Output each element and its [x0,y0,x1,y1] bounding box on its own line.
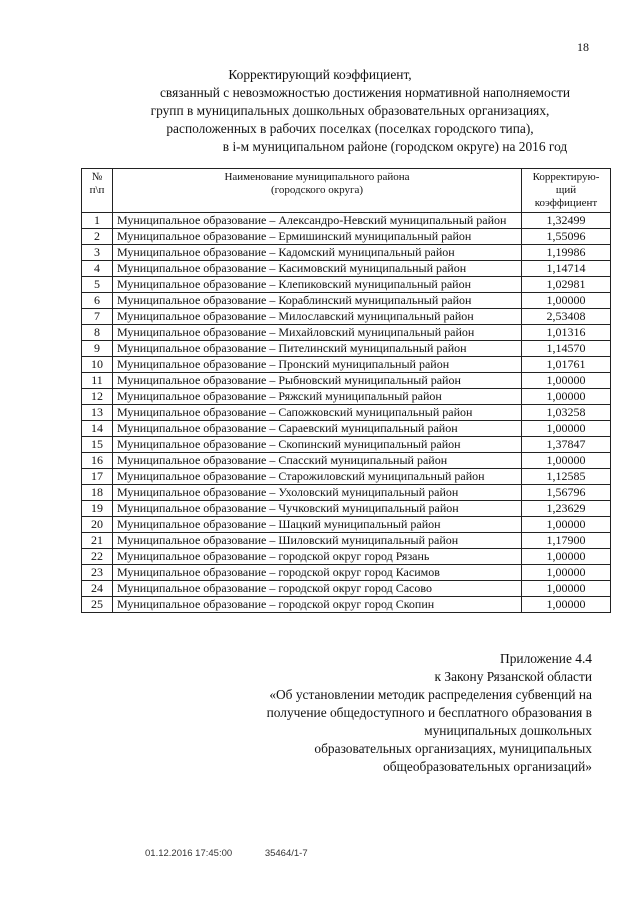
row-district-name: Муниципальное образование – городской округ город Скопин [113,597,522,613]
table-row [82,485,611,501]
row-number: 4 [82,261,113,277]
row-district-name: Муниципальное образование – Клепиковский муниципальный район [113,277,522,293]
row-district-name: Муниципальное образование – Шацкий муниципальный район [113,517,522,533]
row-coefficient: 1,37847 [522,437,611,453]
row-coefficient: 1,00000 [522,581,611,597]
table-header-row [82,169,611,213]
row-coefficient: 1,00000 [522,549,611,565]
table-row [82,405,611,421]
row-district-name: Муниципальное образование – Старожиловский муниципальный район [113,469,522,485]
table-row [82,245,611,261]
row-number: 3 [82,245,113,261]
row-number: 12 [82,389,113,405]
footer-doc-id: 35464/1-7 [264,848,308,859]
row-district-name: Муниципальное образование – Кадомский муниципальный район [113,245,522,261]
table-row [82,389,611,405]
row-district-name: Муниципальное образование – Сапожковский муниципальный район [113,405,522,421]
row-number: 19 [82,501,113,517]
table-row [82,229,611,245]
row-number: 10 [82,357,113,373]
row-number: 16 [82,453,113,469]
row-district-name: Муниципальное образование – Рыбновский муниципальный район [113,373,522,389]
table-row [82,597,611,613]
row-coefficient: 1,55096 [522,229,611,245]
row-coefficient: 1,00000 [522,597,611,613]
row-number: 6 [82,293,113,309]
row-coefficient: 1,00000 [522,453,611,469]
title-line-1: Корректирующий коэффициент, [228,67,412,82]
row-district-name: Муниципальное образование – Спасский муниципальный район [113,453,522,469]
footer-timestamp: 01.12.2016 17:45:00 [145,848,233,859]
document-title [80,66,620,156]
row-number: 21 [82,533,113,549]
row-district-name: Муниципальное образование – городской округ город Рязань [113,549,522,565]
appendix-line-2: к Закону Рязанской области [434,669,592,684]
row-district-name: Муниципальное образование – Сараевский муниципальный район [113,421,522,437]
row-district-name: Муниципальное образование – Пителинский муниципальный район [113,341,522,357]
row-coefficient: 1,00000 [522,517,611,533]
row-district-name: Муниципальное образование – Пронский муниципальный район [113,357,522,373]
appendix-line-4: получение общедоступного и бесплатного образования в [266,705,592,720]
row-coefficient: 1,19986 [522,245,611,261]
table-row [82,325,611,341]
table-row [82,501,611,517]
row-coefficient: 2,53408 [522,309,611,325]
table-row [82,261,611,277]
row-coefficient: 1,00000 [522,373,611,389]
title-line-4: расположенных в рабочих поселках (поселках городского типа), [166,121,534,136]
row-number: 7 [82,309,113,325]
row-number: 15 [82,437,113,453]
row-coefficient: 1,00000 [522,389,611,405]
table-row [82,469,611,485]
table-row [82,213,611,229]
appendix-line-6: образовательных организациях, муниципальных [314,741,592,756]
row-coefficient: 1,23629 [522,501,611,517]
table-row [82,533,611,549]
table-row [82,517,611,533]
row-number: 9 [82,341,113,357]
header-name: Наименование муниципального района (городского округа) [113,169,522,213]
appendix-line-1: Приложение 4.4 [500,651,592,666]
row-district-name: Муниципальное образование – Михайловский муниципальный район [113,325,522,341]
row-coefficient: 1,17900 [522,533,611,549]
row-district-name: Муниципальное образование – городской округ город Сасово [113,581,522,597]
row-number: 8 [82,325,113,341]
title-line-2: связанный с невозможностью достижения нормативной наполняемости [159,85,571,100]
row-number: 2 [82,229,113,245]
row-district-name: Муниципальное образование – Ермишинский муниципальный район [113,229,522,245]
row-district-name: Муниципальное образование – Кораблинский муниципальный район [113,293,522,309]
row-number: 24 [82,581,113,597]
row-district-name: Муниципальное образование – Чучковский муниципальный район [113,501,522,517]
table-row [82,453,611,469]
title-line-3: групп в муниципальных дошкольных образовательных организациях, [150,103,550,118]
table-row [82,581,611,597]
row-number: 18 [82,485,113,501]
table-row [82,293,611,309]
table-row [82,549,611,565]
row-coefficient: 1,12585 [522,469,611,485]
table-row [82,373,611,389]
table-row [82,437,611,453]
appendix-line-3: «Об установлении методик распределения субвенций на [269,687,592,702]
row-coefficient: 1,00000 [522,293,611,309]
row-number: 14 [82,421,113,437]
row-district-name: Муниципальное образование – Касимовский муниципальный район [113,261,522,277]
page-number: 18 [577,40,589,54]
table-row [82,565,611,581]
row-number: 13 [82,405,113,421]
row-district-name: Муниципальное образование – Шиловский муниципальный район [113,533,522,549]
row-coefficient: 1,03258 [522,405,611,421]
title-line-5: в i-м муниципальном районе (городском округе) на 2016 год [222,139,568,154]
row-district-name: Муниципальное образование – Милославский муниципальный район [113,309,522,325]
table-row [82,277,611,293]
row-district-name: Муниципальное образование – Скопинский муниципальный район [113,437,522,453]
table-row [82,357,611,373]
row-coefficient: 1,00000 [522,565,611,581]
table-row [82,341,611,357]
row-number: 20 [82,517,113,533]
table-row [82,421,611,437]
row-number: 5 [82,277,113,293]
table-row [82,309,611,325]
row-district-name: Муниципальное образование – Ряжский муниципальный район [113,389,522,405]
row-number: 23 [82,565,113,581]
row-coefficient: 1,00000 [522,421,611,437]
table-body [82,213,611,613]
coefficient-table [81,168,611,613]
row-district-name: Муниципальное образование – Ухоловский муниципальный район [113,485,522,501]
appendix-line-5: муниципальных дошкольных [424,723,592,738]
row-coefficient: 1,01761 [522,357,611,373]
row-number: 11 [82,373,113,389]
appendix-line-7: общеобразовательных организаций» [383,759,592,774]
row-coefficient: 1,14714 [522,261,611,277]
footer [145,848,338,859]
row-number: 17 [82,469,113,485]
row-coefficient: 1,14570 [522,341,611,357]
row-number: 1 [82,213,113,229]
row-district-name: Муниципальное образование – Александро-Невский муниципальный район [113,213,522,229]
header-num: № п\п [82,169,113,213]
row-district-name: Муниципальное образование – городской округ город Касимов [113,565,522,581]
appendix-note [150,650,592,776]
row-coefficient: 1,02981 [522,277,611,293]
row-number: 25 [82,597,113,613]
row-coefficient: 1,32499 [522,213,611,229]
row-coefficient: 1,01316 [522,325,611,341]
row-number: 22 [82,549,113,565]
row-coefficient: 1,56796 [522,485,611,501]
header-value: Корректирую- щий коэффициент [522,169,611,213]
